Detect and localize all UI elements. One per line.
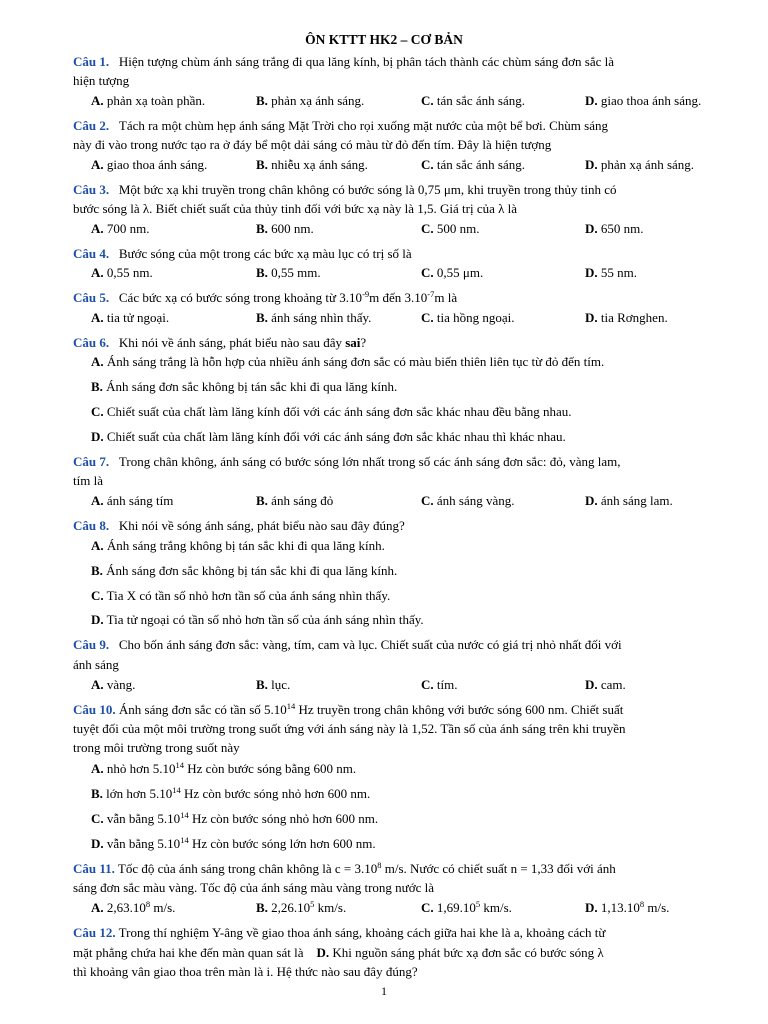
question-text: Hiện tượng chùm ánh sáng trắng đi qua lăng kính, bị phân tách thành các chùm sáng đơn sắc là (118, 54, 615, 69)
question-text: Khi nói về sóng ánh sáng, phát biểu nào sau đây đúng? (118, 518, 405, 533)
question-number: Câu 4. (73, 246, 110, 261)
question-text-cont: mặt phẳng chứa hai khe đến màn quan sát là D. Khi nguồn sáng phát bức xạ đơn sắc có bước sóng λ (73, 945, 604, 960)
option-d: D. Chiết suất của chất làm lăng kính đối với các ánh sáng đơn sắc khác nhau thì khác nhau. (91, 429, 566, 444)
question-6: Câu 6. Khi nói về ánh sáng, phát biểu nào sau đây sai? (73, 335, 367, 350)
option-b: B. lớn hơn 5.10$^{14}$ Hz còn bước sóng nhỏ hơn 600 nm. (91, 785, 371, 801)
question-5: Câu 5. Các bức xạ có bước sóng trong khoảng từ $3.10^{-9}m$ đến $3.10^{-7}m$ là (73, 289, 458, 305)
question-text-cont: tuyệt đối của một môi trường trong suốt ứng với ánh sáng này là 1,52. Tần số của ánh sáng trên khi truyền (73, 721, 626, 736)
option-a: A. 0,55 nm. (91, 265, 153, 280)
question-number: Câu 7. (73, 454, 110, 469)
option-a: A. nhỏ hơn 5.10$^{14}$ Hz còn bước sóng bằng 600 nm. (91, 760, 357, 776)
question-text-cont: thì khoảng vân giao thoa trên màn là i. Hệ thức nào sau đây đúng? (73, 964, 418, 979)
question-text: Trong chân không, ánh sáng có bước sóng lớn nhất trong số các ánh sáng đơn sắc: đỏ, vàng lam, (118, 454, 621, 469)
option-c: C. 1,69.10$^5$ km/s. (421, 899, 512, 915)
option-d: D. Tia tử ngoại có tần số nhỏ hơn tần số của ánh sáng nhìn thấy. (91, 612, 424, 627)
option-c: C. 0,55 μm. (421, 265, 484, 280)
question-number: Câu 12. (73, 925, 116, 940)
option-b: B. 600 nm. (256, 221, 314, 236)
question-number: Câu 1. (73, 54, 110, 69)
option-c: C. tán sắc ánh sáng. (421, 157, 525, 172)
option-d: D. giao thoa ánh sáng. (585, 93, 702, 108)
question-text: Cho bốn ánh sáng đơn sắc: vàng, tím, cam và lục. Chiết suất của nước có giá trị nhỏ nhất đối với (118, 637, 622, 652)
option-c: C. Chiết suất của chất làm lăng kính đối với các ánh sáng đơn sắc khác nhau đều bằng nhau. (91, 404, 572, 419)
question-number: Câu 11. (73, 861, 115, 876)
option-b: B. nhiễu xạ ánh sáng. (256, 157, 368, 172)
option-b: B. ánh sáng đỏ (256, 493, 334, 508)
option-a: A. Ánh sáng trắng là hỗn hợp của nhiều ánh sáng đơn sắc có màu biến thiên liên tục từ đỏ đến tím. (91, 354, 605, 369)
question-number: Câu 2. (73, 118, 110, 133)
option-b: B. 0,55 mm. (256, 265, 321, 280)
option-b: B. 2,26.10$^5$ km/s. (256, 899, 347, 915)
option-b: B. Ánh sáng đơn sắc không bị tán sắc khi đi qua lăng kính. (91, 563, 398, 578)
option-d: D. vẫn bằng 5.10$^{14}$ Hz còn bước sóng lớn hơn 600 nm. (91, 835, 376, 851)
option-b: B. lục. (256, 677, 291, 692)
question-8 (73, 518, 405, 534)
option-c: C. vẫn bằng 5.10$^{14}$ Hz còn bước sóng nhỏ hơn 600 nm. (91, 810, 379, 826)
option-b: B. ánh sáng nhìn thấy. (256, 310, 372, 325)
option-c: C. ánh sáng vàng. (421, 493, 515, 508)
option-a: A. ánh sáng tím (91, 493, 174, 508)
option-a: A. vàng. (91, 677, 136, 692)
question-number: Câu 5. (73, 290, 110, 305)
option-a: A. giao thoa ánh sáng. (91, 157, 208, 172)
option-c: C. tia hồng ngoại. (421, 310, 515, 325)
option-d: D. 650 nm. (585, 221, 644, 236)
option-d: D. ánh sáng lam. (585, 493, 673, 508)
option-c: C. 500 nm. (421, 221, 480, 236)
option-d: D. phản xạ ánh sáng. (585, 157, 695, 172)
option-c: C. tán sắc ánh sáng. (421, 93, 525, 108)
question-text-cont: ánh sáng (73, 657, 119, 672)
option-d: D. tia Rơnghen. (585, 310, 668, 325)
question-number: Câu 3. (73, 182, 110, 197)
question-11: Câu 11. Tốc độ của ánh sáng trong chân không là $c = 3.10^8$ m/s. Nước có chiết suất n = 1,33 đối với ánh (73, 860, 616, 876)
question-text-cont: bước sóng là λ. Biết chiết suất của thủy tinh đối với bức xạ này là 1,5. Giá trị của λ là (73, 201, 518, 216)
question-1 (73, 54, 614, 70)
question-3 (73, 182, 617, 198)
question-text: Trong thí nghiệm Y-âng về giao thoa ánh sáng, khoảng cách giữa hai khe là a, khoảng cách từ (118, 925, 606, 940)
question-number: Câu 9. (73, 637, 110, 652)
question-text-cont: sáng đơn sắc màu vàng. Tốc độ của ánh sáng màu vàng trong nước là (73, 880, 434, 895)
option-c: C. tím. (421, 677, 458, 692)
question-text-cont: tím là (73, 473, 103, 488)
question-4 (73, 246, 412, 262)
question-9 (73, 637, 622, 653)
question-number: Câu 10. (73, 702, 116, 717)
option-a: A. 2,63.10$^8$ m/s. (91, 899, 176, 915)
option-c: C. Tia X có tần số nhỏ hơn tần số của ánh sáng nhìn thấy. (91, 588, 391, 603)
question-text-cont: trong môi trường trong suốt này (73, 740, 240, 755)
question-10: Câu 10. Ánh sáng đơn sắc có tần số 5.10$^{14}$ Hz truyền trong chân không với bước sóng 600 nm. Chiết suất (73, 701, 624, 717)
option-d: D. 55 nm. (585, 265, 638, 280)
page-number: 1 (381, 984, 387, 998)
question-text-cont: này đi vào trong nước tạo ra ở đáy bể một dải sáng có màu từ đỏ đến tím. Đây là hiện tượng (73, 137, 552, 152)
page-title: ÔN KTTT HK2 – CƠ BẢN (305, 32, 463, 47)
option-b: B. phản xạ ánh sáng. (256, 93, 365, 108)
question-number: Câu 6. (73, 335, 110, 350)
question-number: Câu 8. (73, 518, 110, 533)
question-7 (73, 454, 620, 470)
question-text-cont: hiện tượng (73, 73, 130, 88)
question-text: Bước sóng của một trong các bức xạ màu lục có trị số là (118, 246, 412, 261)
option-d: D. cam. (585, 677, 626, 692)
question-12 (73, 925, 605, 941)
option-a: A. 700 nm. (91, 221, 150, 236)
option-d: D. 1,13.10$^8$ m/s. (585, 899, 670, 915)
option-a: A. Ánh sáng trắng không bị tán sắc khi đi qua lăng kính. (91, 538, 385, 553)
option-b: B. Ánh sáng đơn sắc không bị tán sắc khi đi qua lăng kính. (91, 379, 398, 394)
question-text: Tách ra một chùm hẹp ánh sáng Mặt Trời cho rọi xuống mặt nước của một bể bơi. Chùm sáng (118, 118, 608, 133)
option-a: A. tia tử ngoại. (91, 310, 170, 325)
option-a: A. phản xạ toàn phần. (91, 93, 206, 108)
question-text: Một bức xạ khi truyền trong chân không có bước sóng là 0,75 μm, khi truyền trong thủy tinh có (118, 182, 617, 197)
question-2 (73, 118, 608, 134)
